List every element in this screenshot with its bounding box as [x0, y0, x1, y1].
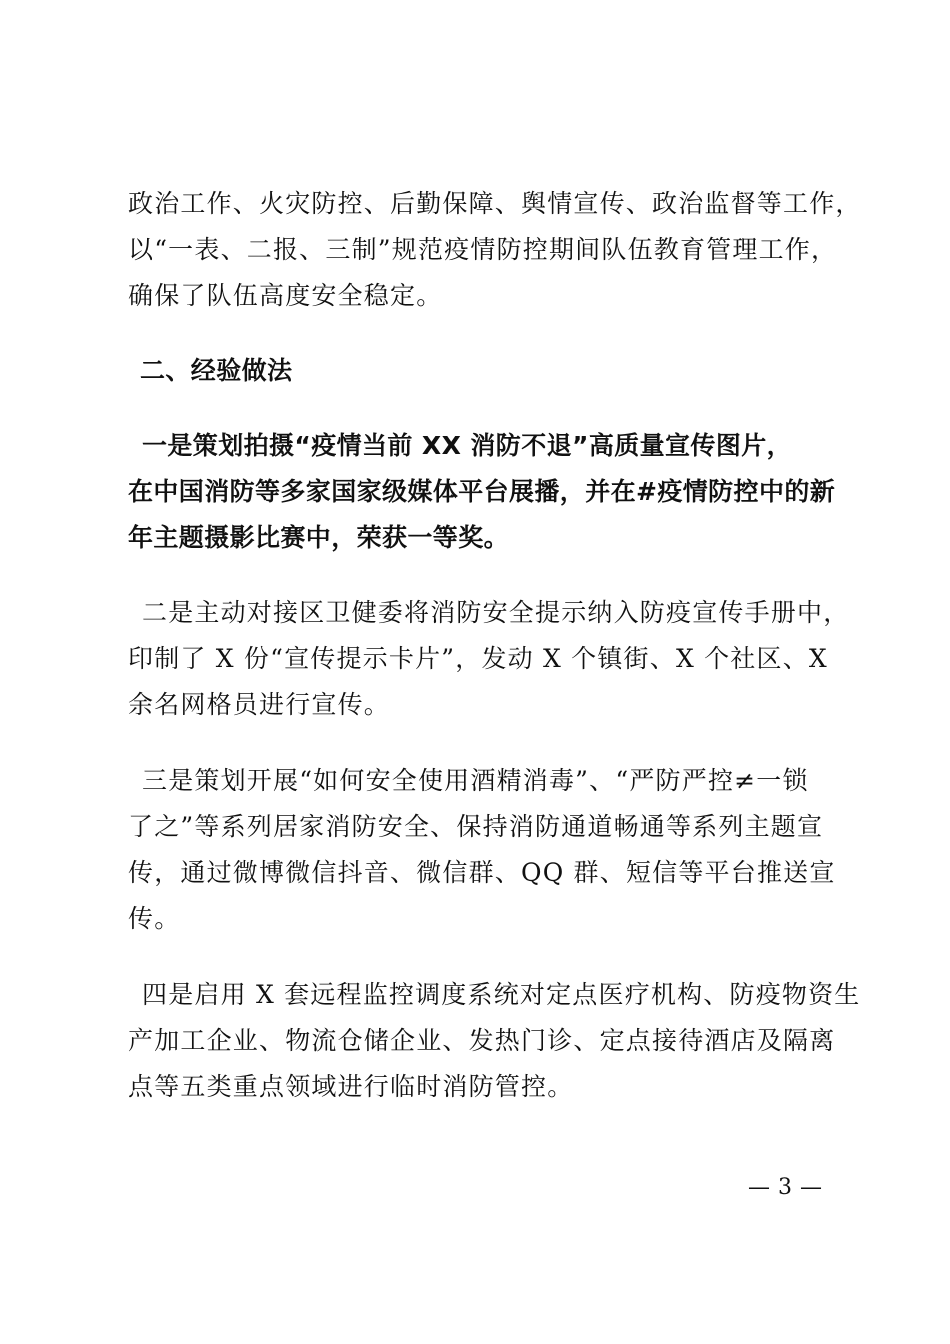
item-one-line-1: 一是策划拍摄“疫情当前 XX 消防不退”高质量宣传图片，: [142, 431, 793, 460]
intro-line-3: 确保了队伍高度安全稳定。: [128, 281, 443, 310]
item-three-line-4: 传。: [128, 904, 181, 933]
item-one-paragraph: [128, 423, 840, 561]
item-four-line-2: 产加工企业、物流仓储企业、发热门诊、定点接待酒店及隔离: [128, 1026, 836, 1055]
item-three-line-3: 传，通过微博微信抖音、微信群、QQ 群、短信等平台推送宣: [128, 858, 836, 887]
item-four-line-3: 点等五类重点领域进行临时消防管控。: [128, 1072, 574, 1101]
item-three-line-2: 了之”等系列居家消防安全、保持消防通道畅通等系列主题宣: [128, 812, 824, 841]
section-heading: 二、经验做法: [140, 356, 293, 385]
item-two-paragraph: [128, 590, 850, 728]
page-number: — 3 —: [748, 1175, 823, 1200]
intro-line-2: 以“一表、二报、三制”规范疫情防控期间队伍教育管理工作，: [128, 235, 838, 264]
intro-paragraph: [128, 181, 862, 319]
item-three-line-1: 三是策划开展“如何安全使用酒精消毒”、“严防严控≠一锁: [142, 766, 809, 795]
item-three-paragraph: [128, 758, 840, 942]
item-four-line-1: 四是启用 X 套远程监控调度系统对定点医疗机构、防疫物资生: [142, 980, 861, 1009]
item-two-line-2: 印制了 X 份“宣传提示卡片”，发动 X 个镇街、X 个社区、X: [128, 644, 828, 673]
item-one-line-3: 年主题摄影比赛中，荣获一等奖。: [128, 523, 510, 552]
item-two-line-3: 余名网格员进行宣传。: [128, 690, 391, 719]
item-two-line-1: 二是主动对接区卫健委将消防安全提示纳入防疫宣传手册中，: [142, 598, 850, 627]
item-one-line-2: 在中国消防等多家国家级媒体平台展播，并在#疫情防控中的新: [128, 477, 836, 506]
intro-line-1: 政治工作、火灾防控、后勤保障、舆情宣传、政治监督等工作，: [128, 189, 862, 218]
item-four-paragraph: [128, 972, 861, 1110]
